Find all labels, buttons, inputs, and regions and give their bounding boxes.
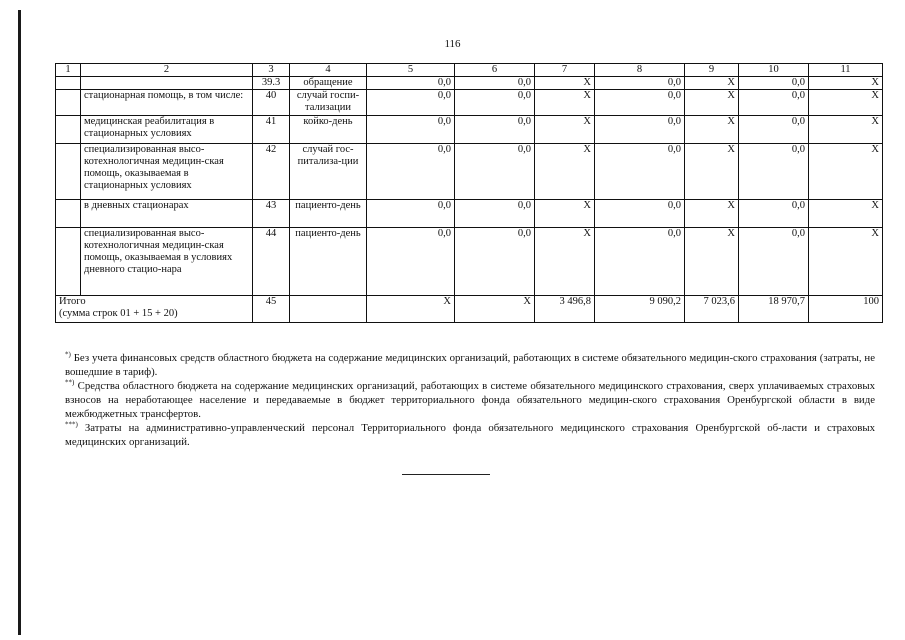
blank-cell <box>56 228 81 296</box>
cell-col7: Х <box>535 90 595 116</box>
cell-col7: Х <box>535 77 595 90</box>
cell-col8: 0,0 <box>595 200 685 228</box>
cell-col9: Х <box>685 200 739 228</box>
cell-col11: Х <box>809 77 883 90</box>
row-unit: койко-день <box>290 116 367 144</box>
cell-col10: 0,0 <box>739 144 809 200</box>
total-col11: 100 <box>809 296 883 323</box>
cell-col5: 0,0 <box>367 228 455 296</box>
table-row <box>56 144 883 200</box>
cell-col11: Х <box>809 228 883 296</box>
blank-cell <box>56 90 81 116</box>
total-code: 45 <box>253 296 290 323</box>
cell-col5: 0,0 <box>367 77 455 90</box>
cell-col7: Х <box>535 144 595 200</box>
row-code: 39.3 <box>253 77 290 90</box>
total-col5: Х <box>367 296 455 323</box>
cell-col8: 0,0 <box>595 228 685 296</box>
table-row <box>56 228 883 296</box>
cell-col10: 0,0 <box>739 116 809 144</box>
cell-col9: Х <box>685 228 739 296</box>
cell-col9: Х <box>685 144 739 200</box>
header-cell: 9 <box>685 64 739 77</box>
cell-col5: 0,0 <box>367 144 455 200</box>
footnote-text: Без учета финансовых средств областного бюджета на содержание медицинских организаций, работающих в системе обязательного медицин-ского страхования (затраты, не вошедшие в тариф). <box>65 352 875 378</box>
cell-col11: Х <box>809 144 883 200</box>
header-cell: 2 <box>81 64 253 77</box>
blank-cell <box>56 200 81 228</box>
header-cell: 11 <box>809 64 883 77</box>
cell-col10: 0,0 <box>739 77 809 90</box>
row-name: стационарная помощь, в том числе: <box>81 90 253 116</box>
header-cell: 10 <box>739 64 809 77</box>
row-code: 44 <box>253 228 290 296</box>
header-cell: 5 <box>367 64 455 77</box>
cell-col9: Х <box>685 77 739 90</box>
total-unit <box>290 296 367 323</box>
cell-col5: 0,0 <box>367 116 455 144</box>
header-cell: 4 <box>290 64 367 77</box>
cell-col11: Х <box>809 116 883 144</box>
row-code: 41 <box>253 116 290 144</box>
header-cell: 6 <box>455 64 535 77</box>
cell-col7: Х <box>535 116 595 144</box>
footnote-mark: **) <box>65 378 75 387</box>
cell-col10: 0,0 <box>739 228 809 296</box>
total-label-line2: (сумма строк 01 + 15 + 20) <box>59 308 178 319</box>
footnote-2 <box>65 379 875 421</box>
total-col8: 9 090,2 <box>595 296 685 323</box>
blank-cell <box>56 77 81 90</box>
total-col10: 18 970,7 <box>739 296 809 323</box>
header-cell: 7 <box>535 64 595 77</box>
cell-col9: Х <box>685 116 739 144</box>
table-row <box>56 116 883 144</box>
row-name: специализированная высо-котехнологичная медицин-ская помощь, оказываемая в стационарных условиях <box>81 144 253 200</box>
table-row <box>56 90 883 116</box>
cell-col6: 0,0 <box>455 228 535 296</box>
total-col7: 3 496,8 <box>535 296 595 323</box>
cell-col8: 0,0 <box>595 90 685 116</box>
cell-col5: 0,0 <box>367 90 455 116</box>
total-col6: Х <box>455 296 535 323</box>
cell-col8: 0,0 <box>595 116 685 144</box>
row-name: специализированная высо-котехнологичная медицин-ская помощь, оказываемая в условиях дневного стацио-нара <box>81 228 253 296</box>
cell-col5: 0,0 <box>367 200 455 228</box>
data-table <box>55 63 883 323</box>
row-unit: обращение <box>290 77 367 90</box>
total-row <box>56 296 883 323</box>
total-col9: 7 023,6 <box>685 296 739 323</box>
cell-col10: 0,0 <box>739 90 809 116</box>
cell-col11: Х <box>809 200 883 228</box>
row-unit: пациенто-день <box>290 200 367 228</box>
row-code: 42 <box>253 144 290 200</box>
row-unit: пациенто-день <box>290 228 367 296</box>
row-name: медицинская реабилитация в стационарных условиях <box>81 116 253 144</box>
header-cell: 3 <box>253 64 290 77</box>
cell-col11: Х <box>809 90 883 116</box>
page-number: 116 <box>444 38 461 50</box>
cell-col10: 0,0 <box>739 200 809 228</box>
row-name <box>81 77 253 90</box>
footnotes <box>65 351 875 449</box>
cell-col9: Х <box>685 90 739 116</box>
cell-col8: 0,0 <box>595 77 685 90</box>
cell-col7: Х <box>535 228 595 296</box>
footnote-text: Средства областного бюджета на содержание медицинских организаций, работающих в системе обязательного медицинского страхования, сверх уплачиваемых страховых взносов на неработающее население и передаваемые в бюджет территориального фонда обязательного медицин-ского страхования Оренбургской области в виде межбюджетных трансфертов. <box>65 380 875 420</box>
header-row <box>56 64 883 77</box>
header-cell: 8 <box>595 64 685 77</box>
row-unit: случай гос-питализа-ции <box>290 144 367 200</box>
footnote-mark: ***) <box>65 420 78 429</box>
cell-col6: 0,0 <box>455 77 535 90</box>
end-separator-line <box>402 474 490 475</box>
cell-col7: Х <box>535 200 595 228</box>
cell-col6: 0,0 <box>455 116 535 144</box>
table-row <box>56 200 883 228</box>
total-label-line1: Итого <box>59 296 86 307</box>
blank-cell <box>56 116 81 144</box>
cell-col6: 0,0 <box>455 144 535 200</box>
footnote-mark: *) <box>65 350 71 359</box>
total-label <box>56 296 253 323</box>
footnote-3 <box>65 421 875 449</box>
row-code: 40 <box>253 90 290 116</box>
row-code: 43 <box>253 200 290 228</box>
row-name: в дневных стационарах <box>81 200 253 228</box>
footnote-1 <box>65 351 875 379</box>
header-cell: 1 <box>56 64 81 77</box>
footnote-text: Затраты на административно-управленческий персонал Территориального фонда обязательного медицинского страхования Оренбургской об-ласти и страховых медицинских организаций. <box>65 422 875 448</box>
blank-cell <box>56 144 81 200</box>
cell-col6: 0,0 <box>455 90 535 116</box>
cell-col8: 0,0 <box>595 144 685 200</box>
cell-col6: 0,0 <box>455 200 535 228</box>
row-unit: случай госпи-тализации <box>290 90 367 116</box>
page-edge-line <box>18 10 21 635</box>
table-row <box>56 77 883 90</box>
